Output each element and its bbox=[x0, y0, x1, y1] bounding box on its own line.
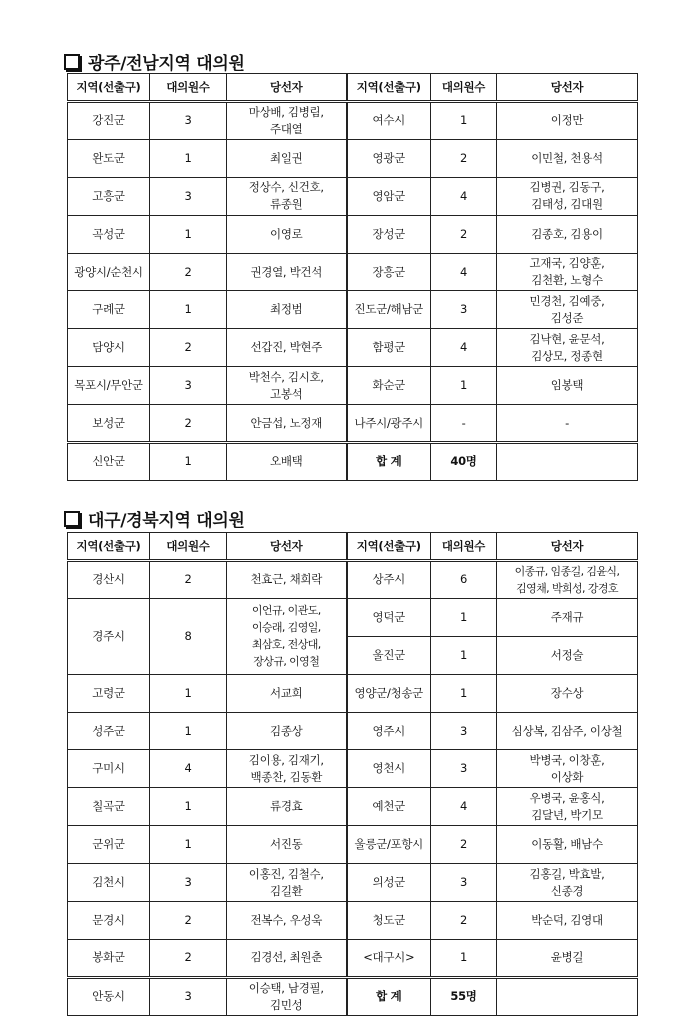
elected-cell: 장수상 bbox=[497, 674, 638, 712]
elected-cell: 천효근, 채희락 bbox=[227, 561, 347, 599]
region-cell: 곡성군 bbox=[68, 215, 150, 253]
count-cell: 1 bbox=[431, 636, 497, 674]
count-cell: 1 bbox=[150, 674, 227, 712]
table-row bbox=[68, 291, 638, 329]
count-cell: 2 bbox=[431, 139, 497, 177]
elected-cell: 이동활, 배남수 bbox=[497, 826, 638, 864]
table-row bbox=[68, 215, 638, 253]
elected-cell: 선갑진, 박현주 bbox=[227, 329, 347, 367]
count-cell: 6 bbox=[431, 561, 497, 599]
elected-cell: 류경효 bbox=[227, 788, 347, 826]
table-row bbox=[68, 443, 638, 481]
total-value: 40명 bbox=[431, 443, 497, 481]
region-cell: 고령군 bbox=[68, 674, 150, 712]
elected-cell: 심상복, 김삼주, 이상철 bbox=[497, 712, 638, 750]
region-cell: 고흥군 bbox=[68, 177, 150, 215]
count-cell: 1 bbox=[150, 291, 227, 329]
region-cell: 울릉군/포항시 bbox=[347, 826, 431, 864]
region-cell: 상주시 bbox=[347, 561, 431, 599]
table-row bbox=[68, 902, 638, 940]
elected-cell: 이승택, 남경필, 김민성 bbox=[227, 977, 347, 1015]
count-cell: 4 bbox=[431, 788, 497, 826]
table-header-row bbox=[68, 533, 638, 561]
header-region: 지역(선출구) bbox=[347, 533, 431, 561]
daegu-gyeongbuk-table bbox=[67, 532, 638, 1016]
count-cell: 1 bbox=[431, 598, 497, 636]
empty-cell bbox=[497, 443, 638, 481]
region-cell: 구미시 bbox=[68, 750, 150, 788]
checkbox-icon bbox=[64, 54, 80, 70]
count-cell: 1 bbox=[431, 367, 497, 405]
count-cell: 8 bbox=[150, 598, 227, 674]
section-title-text: 광주/전남지역 대의원 bbox=[88, 54, 245, 74]
total-label: 합 계 bbox=[347, 977, 431, 1015]
table-row bbox=[68, 367, 638, 405]
table-row bbox=[68, 977, 638, 1015]
empty-cell bbox=[497, 977, 638, 1015]
header-elected: 당선자 bbox=[497, 533, 638, 561]
table-row bbox=[68, 598, 638, 636]
elected-cell: 주재규 bbox=[497, 598, 638, 636]
region-cell: 보성군 bbox=[68, 405, 150, 443]
elected-cell: 서교희 bbox=[227, 674, 347, 712]
region-cell: 완도군 bbox=[68, 139, 150, 177]
elected-cell: 서진동 bbox=[227, 826, 347, 864]
elected-cell: 김홍길, 박효발, 신종경 bbox=[497, 864, 638, 902]
header-count: 대의원수 bbox=[431, 533, 497, 561]
table-row bbox=[68, 102, 638, 140]
region-cell: 안동시 bbox=[68, 977, 150, 1015]
elected-cell: 임봉택 bbox=[497, 367, 638, 405]
table-row bbox=[68, 826, 638, 864]
count-cell: 3 bbox=[150, 977, 227, 1015]
table-row bbox=[68, 405, 638, 443]
header-elected: 당선자 bbox=[227, 74, 347, 102]
count-cell: 1 bbox=[150, 139, 227, 177]
count-cell: 1 bbox=[150, 215, 227, 253]
count-cell: 2 bbox=[431, 215, 497, 253]
count-cell: 3 bbox=[150, 367, 227, 405]
header-count: 대의원수 bbox=[150, 74, 227, 102]
region-cell: 칠곡군 bbox=[68, 788, 150, 826]
count-cell: 2 bbox=[150, 329, 227, 367]
region-cell: 김천시 bbox=[68, 864, 150, 902]
elected-cell: 이영로 bbox=[227, 215, 347, 253]
count-cell: - bbox=[431, 405, 497, 443]
region-cell: 의성군 bbox=[347, 864, 431, 902]
region-cell: 광양시/순천시 bbox=[68, 253, 150, 291]
region-cell: 경주시 bbox=[68, 598, 150, 674]
elected-cell: 김종상 bbox=[227, 712, 347, 750]
table-row bbox=[68, 712, 638, 750]
count-cell: 3 bbox=[150, 102, 227, 140]
table-row bbox=[68, 139, 638, 177]
count-cell: 2 bbox=[150, 902, 227, 940]
header-elected: 당선자 bbox=[227, 533, 347, 561]
table-header-row bbox=[68, 74, 638, 102]
elected-cell: 권경열, 박건석 bbox=[227, 253, 347, 291]
count-cell: 4 bbox=[431, 177, 497, 215]
region-cell: 나주시/광주시 bbox=[347, 405, 431, 443]
region-cell: 영광군 bbox=[347, 139, 431, 177]
region-cell: 목포시/무안군 bbox=[68, 367, 150, 405]
count-cell: 1 bbox=[150, 712, 227, 750]
header-region: 지역(선출구) bbox=[68, 533, 150, 561]
count-cell: 4 bbox=[431, 253, 497, 291]
table-row bbox=[68, 750, 638, 788]
elected-cell: 김종호, 김용이 bbox=[497, 215, 638, 253]
elected-cell: 우병국, 윤홍식, 김달년, 박기모 bbox=[497, 788, 638, 826]
table-row bbox=[68, 329, 638, 367]
count-cell: 2 bbox=[431, 902, 497, 940]
elected-cell: 최일권 bbox=[227, 139, 347, 177]
elected-cell: 고재국, 김양훈, 김천환, 노형수 bbox=[497, 253, 638, 291]
region-cell: 경산시 bbox=[68, 561, 150, 599]
elected-cell: 마상배, 김병림, 주대열 bbox=[227, 102, 347, 140]
count-cell: 3 bbox=[431, 750, 497, 788]
count-cell: 4 bbox=[431, 329, 497, 367]
header-elected: 당선자 bbox=[497, 74, 638, 102]
count-cell: 2 bbox=[150, 405, 227, 443]
elected-cell: 오배택 bbox=[227, 443, 347, 481]
header-count: 대의원수 bbox=[431, 74, 497, 102]
region-cell: 담양시 bbox=[68, 329, 150, 367]
header-region: 지역(선출구) bbox=[68, 74, 150, 102]
table-row bbox=[68, 674, 638, 712]
count-cell: 2 bbox=[150, 561, 227, 599]
elected-cell: 안금섭, 노정재 bbox=[227, 405, 347, 443]
region-cell: 강진군 bbox=[68, 102, 150, 140]
elected-cell: 박병국, 이창훈, 이상화 bbox=[497, 750, 638, 788]
elected-cell: 이언규, 이관도, 이승래, 김영일, 최삼호, 전상대, 장상규, 이영철 bbox=[227, 598, 347, 674]
header-count: 대의원수 bbox=[150, 533, 227, 561]
count-cell: 2 bbox=[150, 939, 227, 977]
region-cell: 신안군 bbox=[68, 443, 150, 481]
count-cell: 3 bbox=[431, 712, 497, 750]
elected-cell: 정상수, 신건호, 류종원 bbox=[227, 177, 347, 215]
count-cell: 1 bbox=[150, 443, 227, 481]
elected-cell: 서정술 bbox=[497, 636, 638, 674]
checkbox-icon bbox=[64, 511, 80, 527]
table-row bbox=[68, 864, 638, 902]
table-row bbox=[68, 939, 638, 977]
count-cell: 1 bbox=[150, 788, 227, 826]
region-cell: 청도군 bbox=[347, 902, 431, 940]
elected-cell: 이민철, 천용석 bbox=[497, 139, 638, 177]
region-cell: 영주시 bbox=[347, 712, 431, 750]
count-cell: 2 bbox=[431, 826, 497, 864]
count-cell: 3 bbox=[431, 864, 497, 902]
region-cell: 여수시 bbox=[347, 102, 431, 140]
table-row bbox=[68, 788, 638, 826]
count-cell: 3 bbox=[431, 291, 497, 329]
region-cell: 함평군 bbox=[347, 329, 431, 367]
count-cell: 1 bbox=[150, 826, 227, 864]
section-title-gwangju bbox=[64, 49, 245, 74]
table-row bbox=[68, 253, 638, 291]
section-title-text: 대구/경북지역 대의원 bbox=[88, 511, 245, 531]
count-cell: 2 bbox=[150, 253, 227, 291]
total-value: 55명 bbox=[431, 977, 497, 1015]
table-row bbox=[68, 561, 638, 599]
region-cell: 진도군/해남군 bbox=[347, 291, 431, 329]
region-cell: 봉화군 bbox=[68, 939, 150, 977]
region-cell: 화순군 bbox=[347, 367, 431, 405]
section-title-daegu bbox=[64, 506, 245, 531]
region-cell: 예천군 bbox=[347, 788, 431, 826]
elected-cell: 박천수, 김시호, 고봉석 bbox=[227, 367, 347, 405]
count-cell: 1 bbox=[431, 674, 497, 712]
region-cell: 문경시 bbox=[68, 902, 150, 940]
region-cell: 영암군 bbox=[347, 177, 431, 215]
region-cell: 영덕군 bbox=[347, 598, 431, 636]
region-cell: 영양군/청송군 bbox=[347, 674, 431, 712]
region-cell: <대구시> bbox=[347, 939, 431, 977]
region-cell: 장성군 bbox=[347, 215, 431, 253]
region-cell: 영천시 bbox=[347, 750, 431, 788]
header-region: 지역(선출구) bbox=[347, 74, 431, 102]
count-cell: 1 bbox=[431, 102, 497, 140]
gwangju-jeonnam-table bbox=[67, 73, 638, 481]
region-cell: 성주군 bbox=[68, 712, 150, 750]
elected-cell: 전복수, 우성욱 bbox=[227, 902, 347, 940]
elected-cell: 김낙현, 윤문석, 김상모, 정종현 bbox=[497, 329, 638, 367]
elected-cell: 윤병길 bbox=[497, 939, 638, 977]
elected-cell: 박순덕, 김영대 bbox=[497, 902, 638, 940]
region-cell: 울진군 bbox=[347, 636, 431, 674]
count-cell: 1 bbox=[431, 939, 497, 977]
count-cell: 4 bbox=[150, 750, 227, 788]
elected-cell: 민경천, 김예중, 김성준 bbox=[497, 291, 638, 329]
region-cell: 군위군 bbox=[68, 826, 150, 864]
total-label: 합 계 bbox=[347, 443, 431, 481]
count-cell: 3 bbox=[150, 864, 227, 902]
elected-cell: 최정범 bbox=[227, 291, 347, 329]
elected-cell: 이정만 bbox=[497, 102, 638, 140]
elected-cell: 이종규, 임종길, 김윤식, 김영채, 박희성, 강경호 bbox=[497, 561, 638, 599]
elected-cell: 이홍진, 김철수, 김길환 bbox=[227, 864, 347, 902]
region-cell: 구례군 bbox=[68, 291, 150, 329]
elected-cell: - bbox=[497, 405, 638, 443]
table-row bbox=[68, 177, 638, 215]
region-cell: 장흥군 bbox=[347, 253, 431, 291]
count-cell: 3 bbox=[150, 177, 227, 215]
elected-cell: 김경선, 최원춘 bbox=[227, 939, 347, 977]
elected-cell: 김이용, 김재기, 백종찬, 김동환 bbox=[227, 750, 347, 788]
elected-cell: 김병권, 김동구, 김태성, 김대원 bbox=[497, 177, 638, 215]
